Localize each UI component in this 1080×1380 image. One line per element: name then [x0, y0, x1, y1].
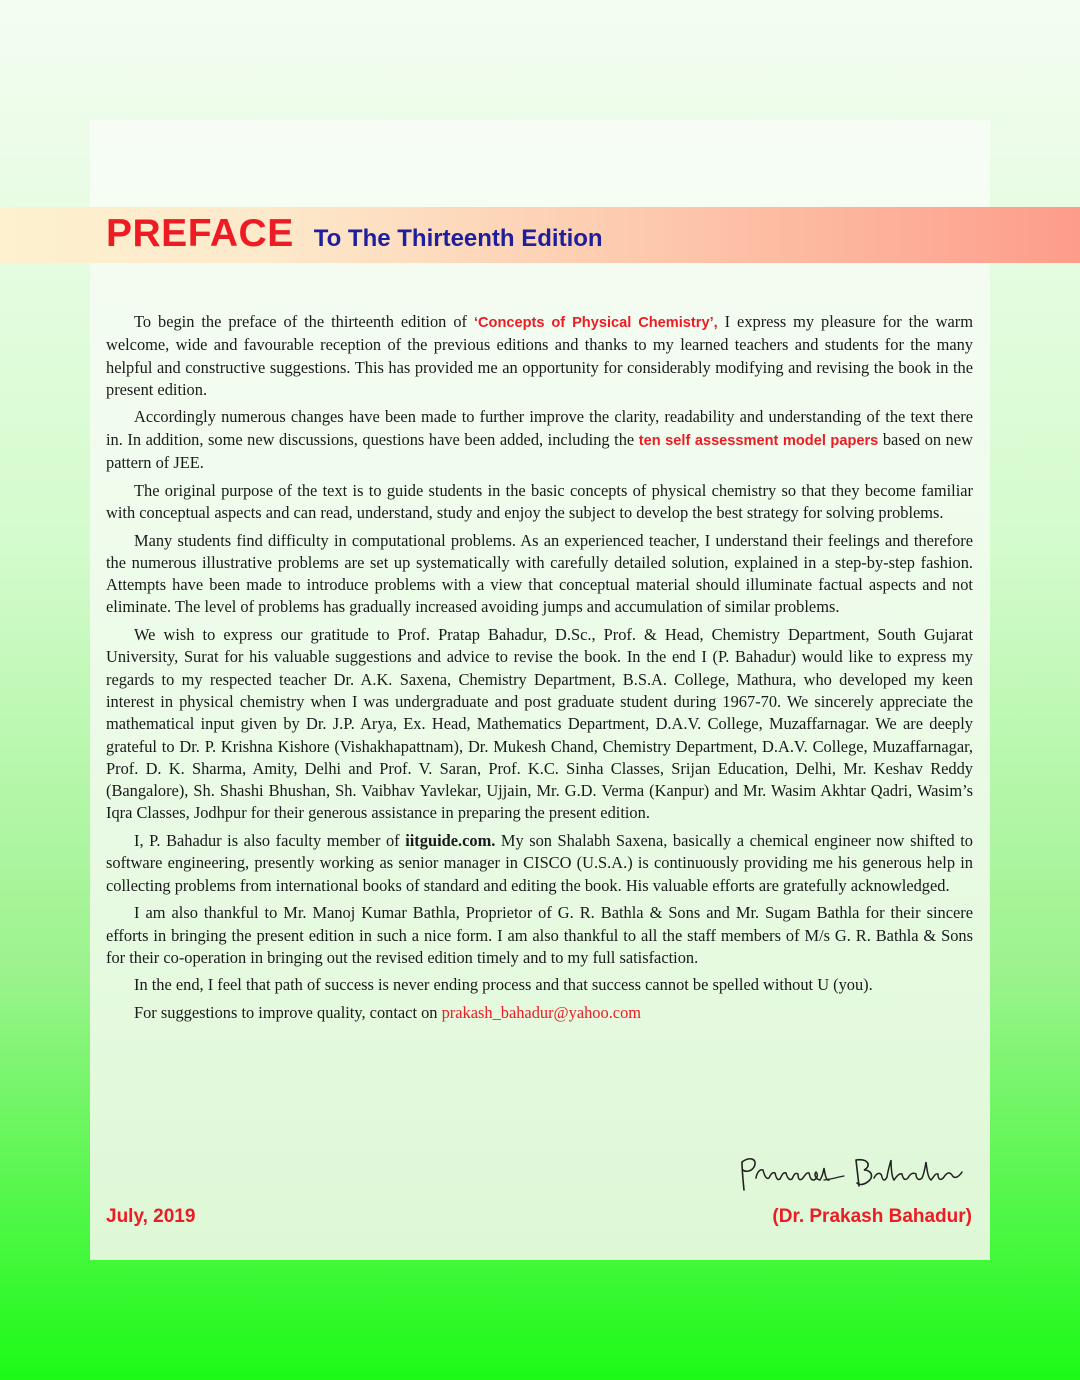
contact-email-link[interactable]: prakash_bahadur@yahoo.com: [441, 1002, 642, 1022]
paragraph-purpose: [106, 480, 973, 525]
preface-date: July, 2019: [106, 1206, 196, 1227]
text-run: For suggestions to improve quality, contact on: [134, 1002, 442, 1022]
paragraph-thanks: [106, 902, 973, 969]
text-run: I am also thankful to Mr. Manoj Kumar Bathla, Proprietor of G. R. Bathla & Sons and Mr. Sugam Bathla for their sincere efforts in bringing the present edition in such a nice form. I am also thankful to all the staff members of M/s G. R. Bathla & Sons for their co-operation in bringing out the revised edition timely and to my full satisfaction.: [106, 903, 973, 967]
text-run: based on new pattern of JEE.: [106, 429, 973, 473]
paragraph-gratitude: [106, 624, 973, 825]
preface-body: [106, 311, 973, 1030]
text-run: We wish to express our gratitude to Prof. Pratap Bahadur, D.Sc., Prof. & Head, Chemistry Department, South Gujarat University, Surat for his valuable suggestions and advice to revise the book. In the end I (P. Bahadur) would like to express my regards to my respected teacher Dr. A.K. Saxena, Chemistry Department, B.S.A. College, Mathura, who developed my keen interest in physical chemistry when I was undergraduate and post graduate student during 1967-70. We sincerely appreciate the mathematical input given by Dr. J.P. Arya, Ex. Head, Mathematics Department, D.A.V. College, Muzaffarnagar. We are deeply grateful to Dr. P. Krishna Kishore (Vishakhapattnam), Dr. Mukesh Chand, Chemistry Department, D.A.V. College, Muzaffarnagar, Prof. D. K. Sharma, Amity, Delhi and Prof. V. Saran, Prof. K.C. Sinha Classes, Srijan Education, Delhi, Mr. Keshav Reddy (Bangalore), Sh. Shashi Bhushan, Sh. Vaibhav Yavlekar, Ujjain, Mr. G.D. Verma (Kanpur) and Mr. Wasim Akhtar Qadri, Wasim’s Iqra Classes, Jodhpur for their generous assistance in preparing the present edition.: [106, 625, 973, 823]
text-run: To begin the preface of the thirteenth edition of: [134, 312, 474, 331]
title-preface: PREFACE: [106, 212, 294, 255]
author-name: (Dr. Prakash Bahadur): [772, 1206, 972, 1227]
text-run: I express my pleasure for the warm welcome, wide and favourable reception of the previous editions and thanks to my learned teachers and students for the many helpful and constructive suggestions. This has provided me an opportunity for considerably modifying and revising the book in the present edition.: [106, 312, 973, 399]
title-edition: To The Thirteenth Edition: [313, 225, 603, 252]
text-run: In the end, I feel that path of success is never ending process and that success cannot be spelled without U (you).: [134, 975, 873, 995]
model-papers-highlight: ten self assessment model papers: [638, 432, 879, 449]
text-run: The original purpose of the text is to guide students in the basic concepts of physical chemistry so that they become familiar with conceptual aspects and can read, understand, study and enjoy the subject to develop the best strategy for solving problems.: [106, 480, 973, 522]
paragraph-problems: [106, 530, 973, 619]
website-name: iitguide.com.: [405, 831, 496, 851]
text-run: My son Shalabh Saxena, basically a chemical engineer now shifted to software engineering, presently working as senior manager in CISCO (U.S.A.) is continuously providing me his generous help in collecting problems from international books of standard and editing the book. His valuable efforts are gratefully acknowledged.: [106, 831, 973, 895]
paragraph-success: [106, 974, 973, 996]
text-run: Accordingly numerous changes have been made to further improve the clarity, readability and understanding of the text there in. In addition, some new discussions, questions have been added, including the: [106, 407, 973, 449]
page-title: [106, 212, 603, 260]
book-title-highlight: ‘Concepts of Physical Chemistry’,: [473, 315, 718, 331]
paragraph-contact: [106, 1002, 973, 1024]
paragraph-changes: [106, 406, 973, 474]
signature-image: [736, 1150, 972, 1194]
text-run: Many students find difficulty in computational problems. As an experienced teacher, I understand their feelings and therefore the numerous illustrative problems are set up systematically with carefully detailed solution, explained in a step-by-step fashion. Attempts have been made to introduce problems with a view that conceptual material should illuminate factual aspects and not eliminate. The level of problems has gradually increased avoiding jumps and accumulation of similar problems.: [106, 530, 973, 617]
paragraph-intro: [106, 311, 973, 401]
paragraph-faculty: [106, 830, 973, 897]
text-run: I, P. Bahadur is also faculty member of: [134, 831, 406, 851]
